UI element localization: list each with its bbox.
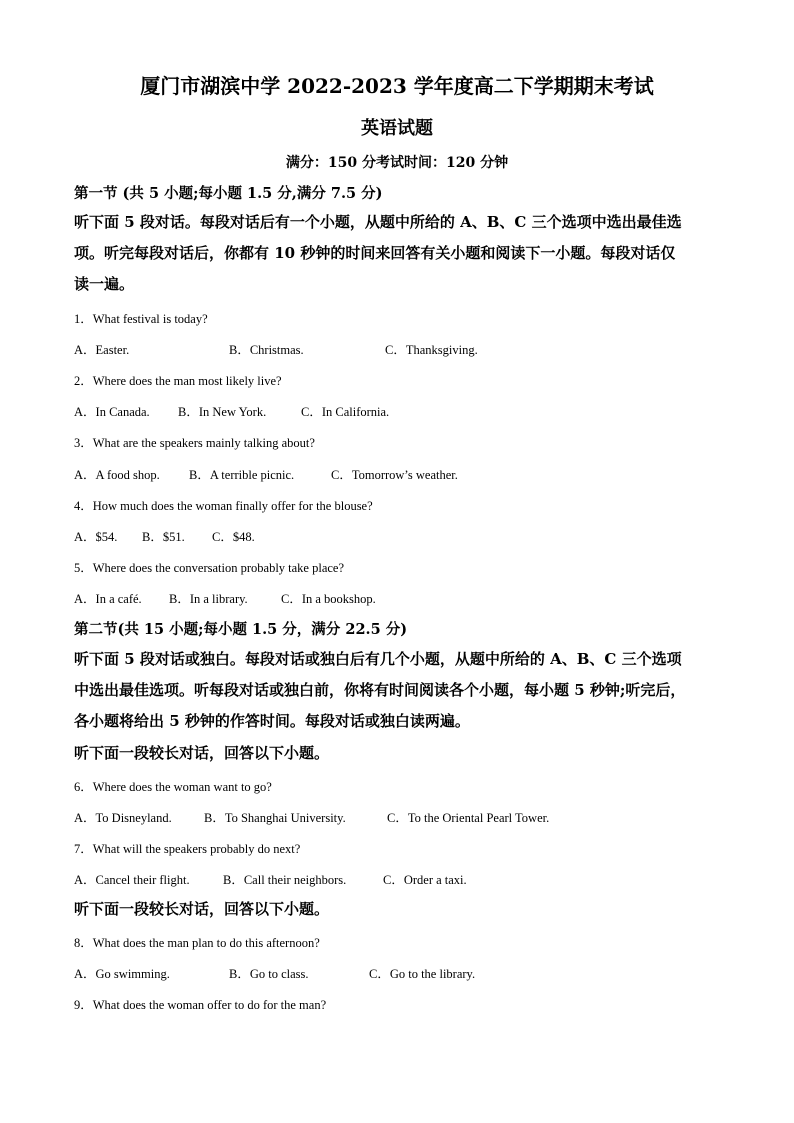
question-8-options bbox=[74, 964, 734, 982]
question-9: 9．What does the woman offer to do for the man? bbox=[74, 998, 327, 1012]
section1-instruction-line: 项。听完每段对话后，你都有 10 秒钟的时间来回答有关小题和阅读下一小题。每段对话仅 bbox=[74, 244, 676, 262]
option-a: A．In a café. bbox=[74, 592, 142, 606]
option-a: A．A food shop. bbox=[74, 468, 160, 482]
question-3: 3．What are the speakers mainly talking about? bbox=[74, 436, 315, 450]
section1-instructions bbox=[74, 207, 734, 300]
option-a: A．$54. bbox=[74, 530, 118, 544]
option-a: A．Go swimming. bbox=[74, 967, 170, 981]
option-c: C．In a bookshop. bbox=[281, 592, 376, 606]
option-a: A．In Canada. bbox=[74, 405, 150, 419]
section1-instruction-line: 读一遍。 bbox=[74, 275, 135, 293]
question-5: 5．Where does the conversation probably take place? bbox=[74, 561, 345, 575]
text1-label: 听下面一段较长对话，回答以下小题。 bbox=[74, 744, 330, 762]
question-2-options bbox=[74, 402, 734, 420]
option-b: B．$51. bbox=[142, 530, 185, 544]
text2-label: 听下面一段较长对话，回答以下小题。 bbox=[74, 900, 330, 918]
question-1: 1．What festival is today? bbox=[74, 312, 208, 326]
question-6-options bbox=[74, 808, 734, 826]
option-b: B．Call their neighbors. bbox=[223, 873, 347, 887]
option-a: A．Easter. bbox=[74, 343, 130, 357]
question-1-options bbox=[74, 340, 734, 358]
question-3-options bbox=[74, 465, 734, 483]
option-b: B．Go to class. bbox=[229, 967, 309, 981]
question-7-options bbox=[74, 870, 734, 888]
option-b: B．In a library. bbox=[169, 592, 248, 606]
option-c: C．Tomorrow’s weather. bbox=[331, 468, 458, 482]
option-c: C．$48. bbox=[212, 530, 255, 544]
question-2: 2．Where does the man most likely live? bbox=[74, 374, 282, 388]
option-c: C．Go to the library. bbox=[369, 967, 476, 981]
exam-title: 厦门市湖滨中学 2022-2023 学年度高二下学期期末考试 bbox=[140, 74, 654, 98]
option-c: C．Order a taxi. bbox=[383, 873, 467, 887]
option-b: B．A terrible picnic. bbox=[189, 468, 295, 482]
section1-heading: 第一节 (共 5 小题;每小题 1.5 分,满分 7.5 分) bbox=[74, 185, 383, 202]
question-8: 8．What does the man plan to do this afternoon? bbox=[74, 936, 320, 950]
option-a: A．To Disneyland. bbox=[74, 811, 172, 825]
question-6: 6．Where does the woman want to go? bbox=[74, 780, 272, 794]
section2-instructions bbox=[74, 644, 734, 737]
option-c: C．To the Oriental Pearl Tower. bbox=[387, 811, 550, 825]
section2-instruction-line: 各小题将给出 5 秒钟的作答时间。每段对话或独白读两遍。 bbox=[74, 712, 470, 730]
section2-instruction-line: 听下面 5 段对话或独白。每段对话或独白后有几个小题，从题中所给的 A、B、C 三个选项 bbox=[74, 650, 682, 668]
section1-instruction-line: 听下面 5 段对话。每段对话后有一个小题，从题中所给的 A、B、C 三个选项中选出最佳选 bbox=[74, 213, 682, 231]
option-b: B．Christmas. bbox=[229, 343, 304, 357]
exam-info: 满分：150 分考试时间：120 分钟 bbox=[285, 155, 509, 171]
question-5-options bbox=[74, 589, 734, 607]
section2-instruction-line: 中选出最佳选项。听每段对话或独白前，你将有时间阅读各个小题，每小题 5 秒钟;听完后， bbox=[74, 681, 686, 699]
option-b: B．In New York. bbox=[178, 405, 267, 419]
section2-heading: 第二节(共 15 小题;每小题 1.5 分，满分 22.5 分) bbox=[74, 621, 408, 638]
question-4-options bbox=[74, 527, 734, 545]
option-c: C．In California. bbox=[301, 405, 390, 419]
question-4: 4．How much does the woman finally offer for the blouse? bbox=[74, 499, 373, 513]
option-c: C．Thanksgiving. bbox=[385, 343, 478, 357]
option-b: B．To Shanghai University. bbox=[204, 811, 346, 825]
option-a: A．Cancel their flight. bbox=[74, 873, 190, 887]
question-7: 7．What will the speakers probably do next? bbox=[74, 842, 301, 856]
exam-subtitle: 英语试题 bbox=[361, 118, 433, 139]
